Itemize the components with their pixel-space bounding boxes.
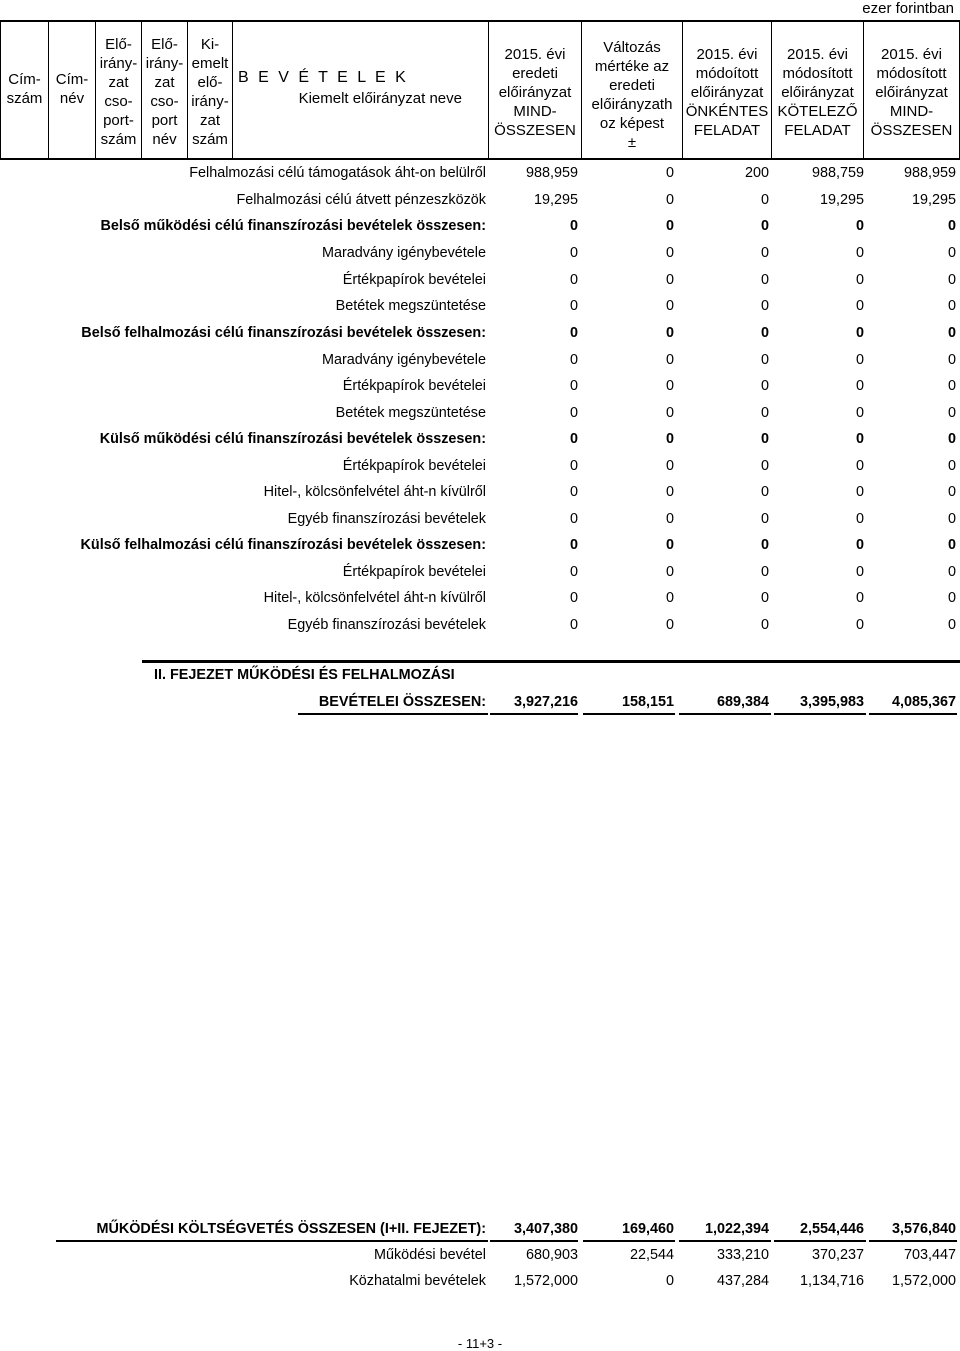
cell-valtozas: 0 [665,192,674,208]
cell-mindosszesen: 988,959 [903,165,956,181]
row-label: Felhalmozási célú átvett pénzeszközök [236,192,486,208]
table-row [0,298,960,318]
cell-mindosszesen: 19,295 [911,192,956,208]
cell-kotelezo: 370,237 [811,1247,864,1263]
chapter-total-caption-2: BEVÉTELEI ÖSSZESEN: [318,694,486,710]
cell-eredeti: 0 [569,590,578,606]
underline [869,713,957,715]
unit-label: ezer forintban [862,0,954,17]
header-onkentes: 2015. évi módoított előirányzat ÖNKÉNTES FELADAT [685,46,769,139]
header-bevetelek-sub: Kiemelt előirányzat neve [298,90,462,107]
header-cimnev: Cím- név [55,71,89,107]
cell-valtozas: 0 [665,431,674,447]
chapter-total-caption-1: II. FEJEZET MŰKÖDÉSI ÉS FELHALMOZÁSI [154,667,455,683]
cell-onkentes: 333,210 [716,1247,769,1263]
cell-eredeti: 0 [569,511,578,527]
row-label: Maradvány igénybevétele [322,245,486,261]
cell-kotelezo: 0 [855,325,864,341]
underline [583,713,675,715]
cell-valtozas: 0 [665,590,674,606]
cell-onkentes: 0 [760,378,769,394]
cell-onkentes: 437,284 [716,1273,769,1289]
page-number: - 11+3 - [457,1336,503,1351]
cell-mindosszesen: 0 [947,352,956,368]
cell-valtozas: 0 [665,458,674,474]
cell-mindosszesen: 0 [947,298,956,314]
cell-kotelezo: 1,134,716 [799,1273,864,1289]
cell-kotelezo: 0 [855,298,864,314]
cell-eredeti: 0 [569,298,578,314]
cell-mindosszesen: 0 [947,218,956,234]
underline [490,713,578,715]
cell-onkentes: 0 [760,431,769,447]
row-label: Értékpapírok bevételei [342,272,486,288]
header-bottom-border [0,158,960,160]
underline [679,713,771,715]
cell-onkentes: 0 [760,272,769,288]
row-label: Külső működési célú finanszírozási bevételek összesen: [99,431,486,447]
cell-onkentes: 0 [760,352,769,368]
cell-onkentes: 0 [760,192,769,208]
row-label: Belső felhalmozási célú finanszírozási bevételek összesen: [81,325,486,341]
cell-eredeti: 3,407,380 [513,1221,578,1237]
cell-mindosszesen: 0 [947,564,956,580]
cell-mindosszesen: 0 [947,378,956,394]
cell-valtozas: 169,460 [621,1221,674,1237]
cell-valtozas: 0 [665,218,674,234]
table-row [0,431,960,451]
cell-kotelezo: 0 [855,218,864,234]
cell-eredeti: 680,903 [525,1247,578,1263]
table-row [0,378,960,398]
header-csoportnev: Elő- irány- zat cso- port név [145,36,184,148]
cell-eredeti: 0 [569,564,578,580]
cell-mindosszesen: 0 [947,245,956,261]
cell-kotelezo: 0 [855,484,864,500]
cell-kotelezo: 0 [855,564,864,580]
cell-valtozas: 0 [665,405,674,421]
cell-eredeti: 0 [569,617,578,633]
cell-onkentes: 0 [760,564,769,580]
cell-eredeti: 0 [569,537,578,553]
cell-eredeti: 0 [569,272,578,288]
cell-valtozas: 0 [665,245,674,261]
row-label: Maradvány igénybevétele [322,352,486,368]
cell-mindosszesen: 3,576,840 [891,1221,956,1237]
cell-onkentes: 0 [760,218,769,234]
cell-valtozas: 0 [665,564,674,580]
row-label: Belső működési célú finanszírozási bevételek összesen: [100,218,486,234]
cell-valtozas: 0 [665,511,674,527]
table-row [0,165,960,185]
cell-mindosszesen: 0 [947,617,956,633]
cell-eredeti: 0 [569,325,578,341]
cell-kotelezo: 0 [855,272,864,288]
cell-eredeti: 0 [569,431,578,447]
cell-eredeti: 3,927,216 [513,694,578,710]
cell-mindosszesen: 0 [947,431,956,447]
table-row [0,405,960,425]
cell-valtozas: 0 [665,484,674,500]
table-row [0,537,960,557]
table-row [0,590,960,610]
cell-onkentes: 0 [760,245,769,261]
cell-valtozas: 22,544 [629,1247,674,1263]
cell-kotelezo: 988,759 [811,165,864,181]
cell-onkentes: 0 [760,458,769,474]
cell-mindosszesen: 703,447 [903,1247,956,1263]
cell-kotelezo: 2,554,446 [799,1221,864,1237]
table-row [0,617,960,637]
underline [679,1240,771,1242]
cell-mindosszesen: 0 [947,537,956,553]
cell-eredeti: 0 [569,218,578,234]
table-row [0,564,960,584]
table-row [0,245,960,265]
table-row [0,511,960,531]
row-label: Közhatalmi bevételek [349,1273,486,1289]
cell-onkentes: 0 [760,590,769,606]
row-label: Egyéb finanszírozási bevételek [287,617,486,633]
underline [490,1240,578,1242]
cell-kotelezo: 0 [855,617,864,633]
cell-kotelezo: 0 [855,405,864,421]
cell-kotelezo: 0 [855,458,864,474]
cell-onkentes: 0 [760,405,769,421]
underline [774,1240,866,1242]
cell-valtozas: 0 [665,1273,674,1289]
cell-eredeti: 0 [569,458,578,474]
cell-mindosszesen: 0 [947,272,956,288]
cell-eredeti: 19,295 [533,192,578,208]
header-bevetelek-title: B E V É T E L E K [238,69,409,86]
header-cimszam: Cím- szám [6,71,43,107]
cell-onkentes: 0 [760,298,769,314]
cell-onkentes: 689,384 [716,694,769,710]
cell-onkentes: 0 [760,325,769,341]
table-row [0,458,960,478]
row-label: Hitel-, kölcsönfelvétel áht-n kívülről [263,484,486,500]
header-mindosszesen: 2015. évi módosított előirányzat MIND- ÖSSZESEN [870,46,953,139]
cell-eredeti: 0 [569,352,578,368]
cell-mindosszesen: 0 [947,484,956,500]
cell-valtozas: 0 [665,537,674,553]
row-label: Hitel-, kölcsönfelvétel áht-n kívülről [263,590,486,606]
table-row [0,325,960,345]
cell-mindosszesen: 0 [947,325,956,341]
cell-mindosszesen: 0 [947,405,956,421]
table-row [0,192,960,212]
underline [298,713,488,715]
cell-kotelezo: 19,295 [819,192,864,208]
cell-kotelezo: 0 [855,537,864,553]
cell-mindosszesen: 1,572,000 [891,1273,956,1289]
header-eredeti: 2015. évi eredeti előirányzat MIND- ÖSSZESEN [494,46,576,139]
underline [56,1240,488,1242]
row-label: Egyéb finanszírozási bevételek [287,511,486,527]
table-row [0,1247,960,1267]
cell-valtozas: 0 [665,378,674,394]
cell-onkentes: 0 [760,511,769,527]
cell-valtozas: 0 [665,165,674,181]
underline [774,713,866,715]
cell-kotelezo: 0 [855,511,864,527]
cell-onkentes: 0 [760,537,769,553]
cell-kotelezo: 0 [855,378,864,394]
cell-valtozas: 0 [665,272,674,288]
header-kotelezo: 2015. évi módosított előirányzat KÖTELEZŐ FELADAT [777,46,858,139]
row-label: Értékpapírok bevételei [342,458,486,474]
cell-kotelezo: 0 [855,431,864,447]
cell-valtozas: 0 [665,617,674,633]
budget-total-row [0,1221,960,1241]
row-label: Értékpapírok bevételei [342,564,486,580]
cell-onkentes: 1,022,394 [704,1221,769,1237]
header-top-border [0,20,960,22]
cell-valtozas: 0 [665,298,674,314]
cell-valtozas: 158,151 [621,694,674,710]
cell-eredeti: 1,572,000 [513,1273,578,1289]
underline [583,1240,675,1242]
cell-eredeti: 0 [569,405,578,421]
cell-mindosszesen: 0 [947,590,956,606]
budget-total-label: MŰKÖDÉSI KÖLTSÉGVETÉS ÖSSZESEN (I+II. FEJEZET): [96,1221,486,1237]
table-header [0,20,960,160]
chapter-total-row [0,694,960,714]
table-row [0,218,960,238]
cell-valtozas: 0 [665,325,674,341]
underline [869,1240,957,1242]
cell-eredeti: 0 [569,484,578,500]
cell-mindosszesen: 4,085,367 [891,694,956,710]
cell-kotelezo: 3,395,983 [799,694,864,710]
table-row [0,352,960,372]
table-row [0,1273,960,1293]
header-kiemelt: Ki- emelt elő- irány- zat szám [191,36,229,148]
cell-mindosszesen: 0 [947,511,956,527]
cell-onkentes: 0 [760,484,769,500]
row-label: Betétek megszüntetése [335,405,486,421]
table-row [0,484,960,504]
cell-kotelezo: 0 [855,352,864,368]
section-divider [142,660,960,663]
row-label: Betétek megszüntetése [335,298,486,314]
cell-eredeti: 0 [569,245,578,261]
row-label: Felhalmozási célú támogatások áht-on belülről [189,165,486,181]
cell-kotelezo: 0 [855,245,864,261]
row-label: Működési bevétel [374,1247,486,1263]
header-csoportszam: Elő- irány- zat cso- port- szám [99,36,138,148]
row-label: Értékpapírok bevételei [342,378,486,394]
cell-kotelezo: 0 [855,590,864,606]
cell-mindosszesen: 0 [947,458,956,474]
cell-eredeti: 988,959 [525,165,578,181]
row-label: Külső felhalmozási célú finanszírozási bevételek összesen: [80,537,486,553]
header-valtozas: Változás mértéke az eredeti előirányzath oz képest ± [591,39,673,151]
cell-eredeti: 0 [569,378,578,394]
table-row [0,272,960,292]
cell-onkentes: 0 [760,617,769,633]
cell-onkentes: 200 [744,165,769,181]
cell-valtozas: 0 [665,352,674,368]
